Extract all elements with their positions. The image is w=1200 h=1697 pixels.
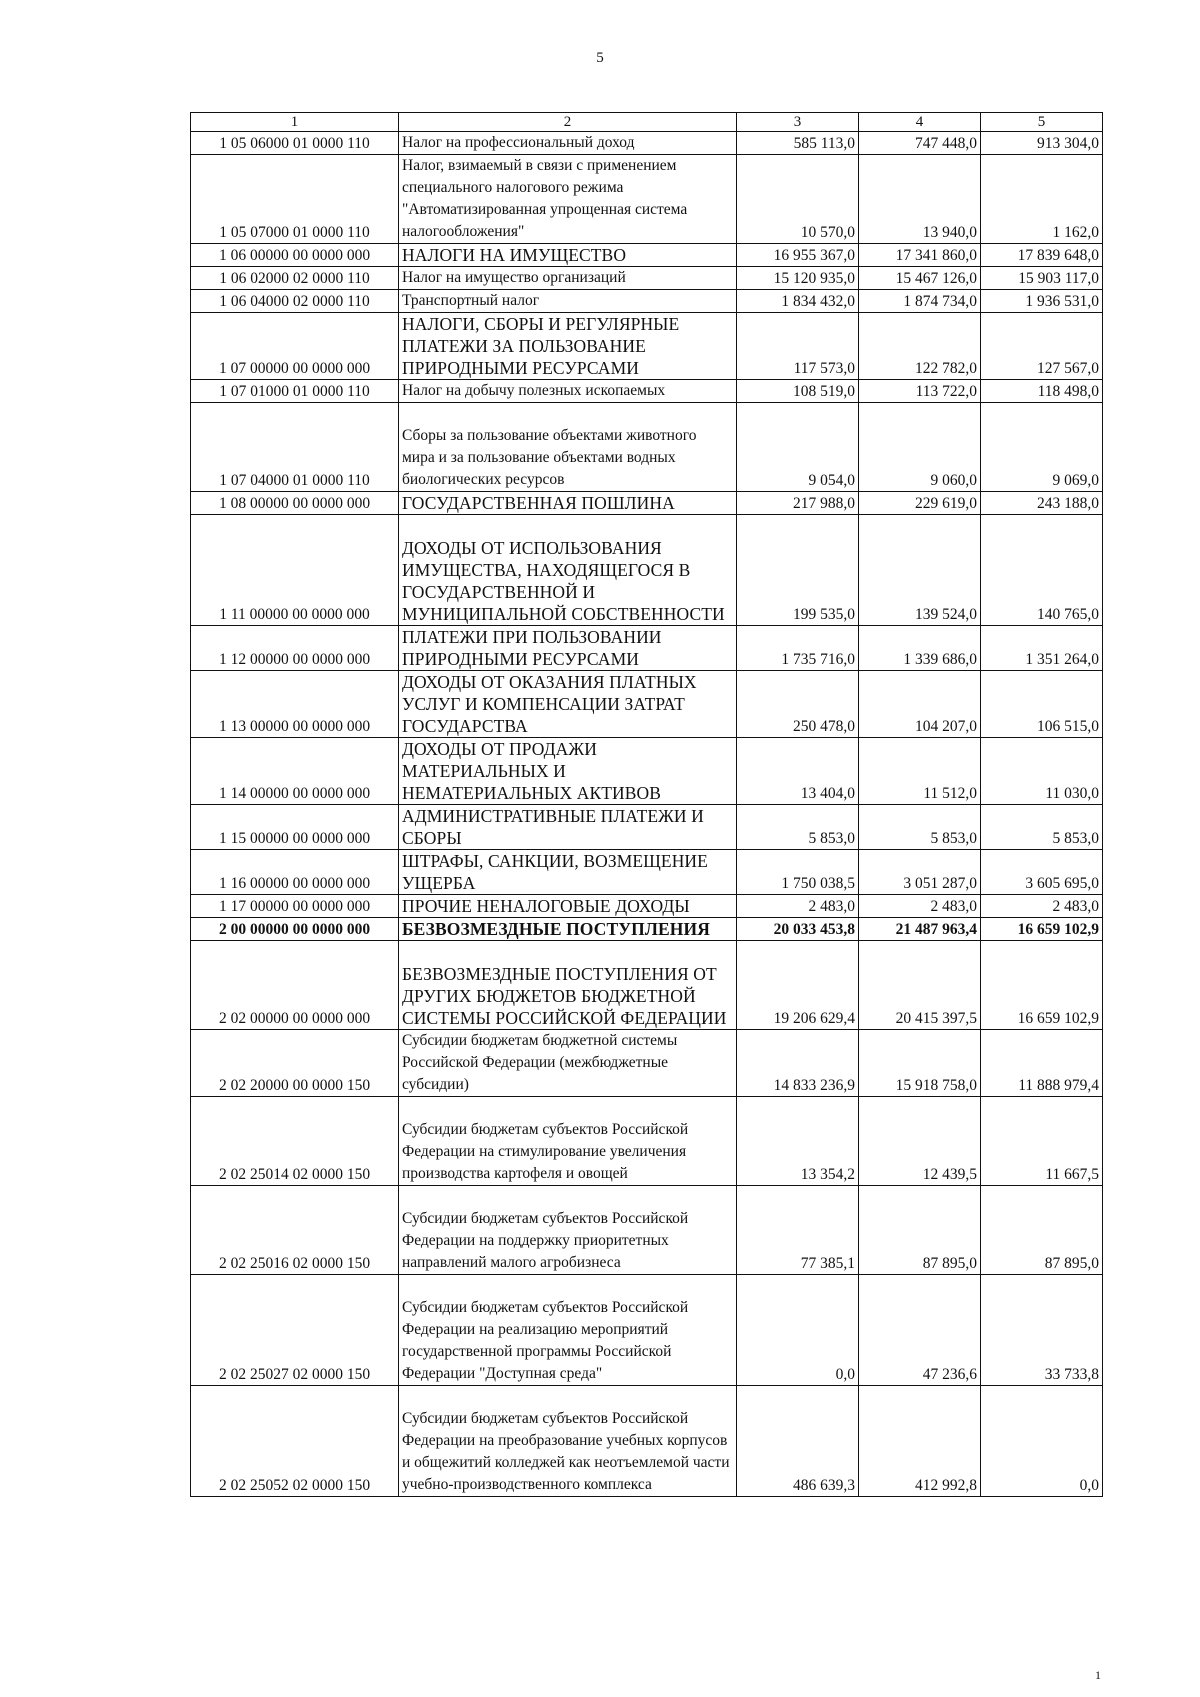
row-value-5: 11 030,0 [981, 738, 1103, 805]
row-name: Субсидии бюджетам субъектов Российской Федерации на преобразование учебных корпусов и общежитий колледжей как неотъемлемой части учебно-производственного комплекса [399, 1386, 737, 1497]
row-value-3: 13 404,0 [737, 738, 859, 805]
row-code: 1 07 04000 01 0000 110 [191, 403, 399, 492]
row-value-3: 13 354,2 [737, 1097, 859, 1186]
column-header-2: 2 [399, 113, 737, 132]
row-value-4: 412 992,8 [859, 1386, 981, 1497]
row-value-3: 108 519,0 [737, 380, 859, 403]
row-value-5: 87 895,0 [981, 1186, 1103, 1275]
row-code: 2 02 25016 02 0000 150 [191, 1186, 399, 1275]
row-value-3: 1 735 716,0 [737, 626, 859, 671]
row-name: ГОСУДАРСТВЕННАЯ ПОШЛИНА [399, 492, 737, 515]
row-value-3: 199 535,0 [737, 515, 859, 626]
row-value-5: 11 667,5 [981, 1097, 1103, 1186]
row-code: 2 02 25014 02 0000 150 [191, 1097, 399, 1186]
row-value-5: 16 659 102,9 [981, 941, 1103, 1030]
row-value-5: 913 304,0 [981, 132, 1103, 155]
row-value-4: 9 060,0 [859, 403, 981, 492]
row-name: ДОХОДЫ ОТ ПРОДАЖИ МАТЕРИАЛЬНЫХ И НЕМАТЕРИАЛЬНЫХ АКТИВОВ [399, 738, 737, 805]
row-value-3: 486 639,3 [737, 1386, 859, 1497]
table-row [191, 1275, 1103, 1386]
row-value-4: 1 874 734,0 [859, 290, 981, 313]
row-value-4: 21 487 963,4 [859, 918, 981, 941]
row-value-5: 2 483,0 [981, 895, 1103, 918]
table-row [191, 155, 1103, 244]
table-row [191, 403, 1103, 492]
row-name: Налог на добычу полезных ископаемых [399, 380, 737, 403]
row-name: Транспортный налог [399, 290, 737, 313]
row-value-3: 10 570,0 [737, 155, 859, 244]
row-name: Субсидии бюджетам субъектов Российской Федерации на реализацию мероприятий государственной программы Российской Федерации "Доступная среда" [399, 1275, 737, 1386]
row-code: 1 07 01000 01 0000 110 [191, 380, 399, 403]
table-row [191, 380, 1103, 403]
row-name: Субсидии бюджетам субъектов Российской Федерации на поддержку приоритетных направлений малого агробизнеса [399, 1186, 737, 1275]
row-value-3: 1 750 038,5 [737, 850, 859, 895]
row-value-4: 122 782,0 [859, 313, 981, 380]
row-code: 2 02 25027 02 0000 150 [191, 1275, 399, 1386]
row-value-4: 13 940,0 [859, 155, 981, 244]
table-row [191, 132, 1103, 155]
table-row [191, 244, 1103, 267]
row-value-5: 16 659 102,9 [981, 918, 1103, 941]
row-name: ДОХОДЫ ОТ ИСПОЛЬЗОВАНИЯ ИМУЩЕСТВА, НАХОДЯЩЕГОСЯ В ГОСУДАРСТВЕННОЙ И МУНИЦИПАЛЬНОЙ СОБСТВЕННОСТИ [399, 515, 737, 626]
row-value-3: 15 120 935,0 [737, 267, 859, 290]
row-value-5: 140 765,0 [981, 515, 1103, 626]
row-name: НАЛОГИ НА ИМУЩЕСТВО [399, 244, 737, 267]
row-value-3: 77 385,1 [737, 1186, 859, 1275]
column-header-5: 5 [981, 113, 1103, 132]
row-code: 1 13 00000 00 0000 000 [191, 671, 399, 738]
row-name: Налог на имущество организаций [399, 267, 737, 290]
row-value-4: 747 448,0 [859, 132, 981, 155]
row-code: 1 08 00000 00 0000 000 [191, 492, 399, 515]
row-name: БЕЗВОЗМЕЗДНЫЕ ПОСТУПЛЕНИЯ [399, 918, 737, 941]
row-value-3: 14 833 236,9 [737, 1030, 859, 1097]
column-header-4: 4 [859, 113, 981, 132]
row-value-3: 1 834 432,0 [737, 290, 859, 313]
row-value-3: 217 988,0 [737, 492, 859, 515]
row-value-3: 0,0 [737, 1275, 859, 1386]
row-value-4: 12 439,5 [859, 1097, 981, 1186]
row-value-3: 250 478,0 [737, 671, 859, 738]
row-name: Налог на профессиональный доход [399, 132, 737, 155]
row-code: 1 15 00000 00 0000 000 [191, 805, 399, 850]
row-value-5: 127 567,0 [981, 313, 1103, 380]
row-value-4: 15 918 758,0 [859, 1030, 981, 1097]
table-row [191, 918, 1103, 941]
page-number: 5 [596, 50, 604, 66]
row-value-5: 118 498,0 [981, 380, 1103, 403]
table-row [191, 1030, 1103, 1097]
row-code: 1 05 06000 01 0000 110 [191, 132, 399, 155]
table-row [191, 515, 1103, 626]
row-name: Налог, взимаемый в связи с применением специального налогового режима "Автоматизированная упрощенная система налогообложения" [399, 155, 737, 244]
row-value-4: 1 339 686,0 [859, 626, 981, 671]
row-value-3: 5 853,0 [737, 805, 859, 850]
row-code: 2 02 20000 00 0000 150 [191, 1030, 399, 1097]
table-body [191, 132, 1103, 1497]
row-value-5: 1 936 531,0 [981, 290, 1103, 313]
row-value-3: 117 573,0 [737, 313, 859, 380]
row-code: 1 11 00000 00 0000 000 [191, 515, 399, 626]
row-name: БЕЗВОЗМЕЗДНЫЕ ПОСТУПЛЕНИЯ ОТ ДРУГИХ БЮДЖЕТОВ БЮДЖЕТНОЙ СИСТЕМЫ РОССИЙСКОЙ ФЕДЕРАЦИИ [399, 941, 737, 1030]
row-value-5: 17 839 648,0 [981, 244, 1103, 267]
table-row [191, 738, 1103, 805]
table-row [191, 267, 1103, 290]
row-value-3: 2 483,0 [737, 895, 859, 918]
row-name: НАЛОГИ, СБОРЫ И РЕГУЛЯРНЫЕ ПЛАТЕЖИ ЗА ПОЛЬЗОВАНИЕ ПРИРОДНЫМИ РЕСУРСАМИ [399, 313, 737, 380]
row-code: 1 17 00000 00 0000 000 [191, 895, 399, 918]
row-value-4: 3 051 287,0 [859, 850, 981, 895]
row-code: 1 07 00000 00 0000 000 [191, 313, 399, 380]
row-value-5: 0,0 [981, 1386, 1103, 1497]
row-name: ПЛАТЕЖИ ПРИ ПОЛЬЗОВАНИИ ПРИРОДНЫМИ РЕСУРСАМИ [399, 626, 737, 671]
table-row [191, 1386, 1103, 1497]
table-row [191, 626, 1103, 671]
row-value-4: 15 467 126,0 [859, 267, 981, 290]
row-code: 1 16 00000 00 0000 000 [191, 850, 399, 895]
row-name: ПРОЧИЕ НЕНАЛОГОВЫЕ ДОХОДЫ [399, 895, 737, 918]
row-value-4: 11 512,0 [859, 738, 981, 805]
row-value-4: 2 483,0 [859, 895, 981, 918]
row-value-5: 1 351 264,0 [981, 626, 1103, 671]
table-row [191, 313, 1103, 380]
table-row [191, 941, 1103, 1030]
row-value-4: 17 341 860,0 [859, 244, 981, 267]
table-row [191, 1186, 1103, 1275]
row-code: 2 00 00000 00 0000 000 [191, 918, 399, 941]
column-header-1: 1 [191, 113, 399, 132]
row-value-5: 9 069,0 [981, 403, 1103, 492]
row-code: 1 14 00000 00 0000 000 [191, 738, 399, 805]
row-value-3: 16 955 367,0 [737, 244, 859, 267]
row-code: 2 02 25052 02 0000 150 [191, 1386, 399, 1497]
row-value-5: 106 515,0 [981, 671, 1103, 738]
corner-mark: 1 [1095, 1668, 1101, 1682]
row-value-3: 19 206 629,4 [737, 941, 859, 1030]
row-value-4: 229 619,0 [859, 492, 981, 515]
row-value-4: 104 207,0 [859, 671, 981, 738]
table-row [191, 290, 1103, 313]
table-row [191, 671, 1103, 738]
row-value-4: 20 415 397,5 [859, 941, 981, 1030]
row-name: ДОХОДЫ ОТ ОКАЗАНИЯ ПЛАТНЫХ УСЛУГ И КОМПЕНСАЦИИ ЗАТРАТ ГОСУДАРСТВА [399, 671, 737, 738]
row-value-4: 139 524,0 [859, 515, 981, 626]
row-value-5: 11 888 979,4 [981, 1030, 1103, 1097]
row-name: ШТРАФЫ, САНКЦИИ, ВОЗМЕЩЕНИЕ УЩЕРБА [399, 850, 737, 895]
row-value-5: 5 853,0 [981, 805, 1103, 850]
row-value-4: 5 853,0 [859, 805, 981, 850]
row-name: Субсидии бюджетам субъектов Российской Федерации на стимулирование увеличения производства картофеля и овощей [399, 1097, 737, 1186]
column-header-3: 3 [737, 113, 859, 132]
row-value-3: 9 054,0 [737, 403, 859, 492]
row-value-5: 15 903 117,0 [981, 267, 1103, 290]
row-name: Субсидии бюджетам бюджетной системы Российской Федерации (межбюджетные субсидии) [399, 1030, 737, 1097]
row-value-4: 113 722,0 [859, 380, 981, 403]
row-code: 1 12 00000 00 0000 000 [191, 626, 399, 671]
table-row [191, 1097, 1103, 1186]
row-name: АДМИНИСТРАТИВНЫЕ ПЛАТЕЖИ И СБОРЫ [399, 805, 737, 850]
row-code: 2 02 00000 00 0000 000 [191, 941, 399, 1030]
row-code: 1 06 00000 00 0000 000 [191, 244, 399, 267]
row-code: 1 06 04000 02 0000 110 [191, 290, 399, 313]
row-value-5: 3 605 695,0 [981, 850, 1103, 895]
row-value-4: 87 895,0 [859, 1186, 981, 1275]
header-row [191, 113, 1103, 132]
row-code: 1 06 02000 02 0000 110 [191, 267, 399, 290]
row-code: 1 05 07000 01 0000 110 [191, 155, 399, 244]
row-value-5: 1 162,0 [981, 155, 1103, 244]
row-name: Сборы за пользование объектами животного мира и за пользование объектами водных биологических ресурсов [399, 403, 737, 492]
table-row [191, 492, 1103, 515]
table-row [191, 850, 1103, 895]
row-value-5: 33 733,8 [981, 1275, 1103, 1386]
row-value-5: 243 188,0 [981, 492, 1103, 515]
table-row [191, 805, 1103, 850]
row-value-4: 47 236,6 [859, 1275, 981, 1386]
row-value-3: 20 033 453,8 [737, 918, 859, 941]
revenue-table [190, 112, 1103, 1497]
table-header [191, 113, 1103, 132]
table-row [191, 895, 1103, 918]
row-value-3: 585 113,0 [737, 132, 859, 155]
